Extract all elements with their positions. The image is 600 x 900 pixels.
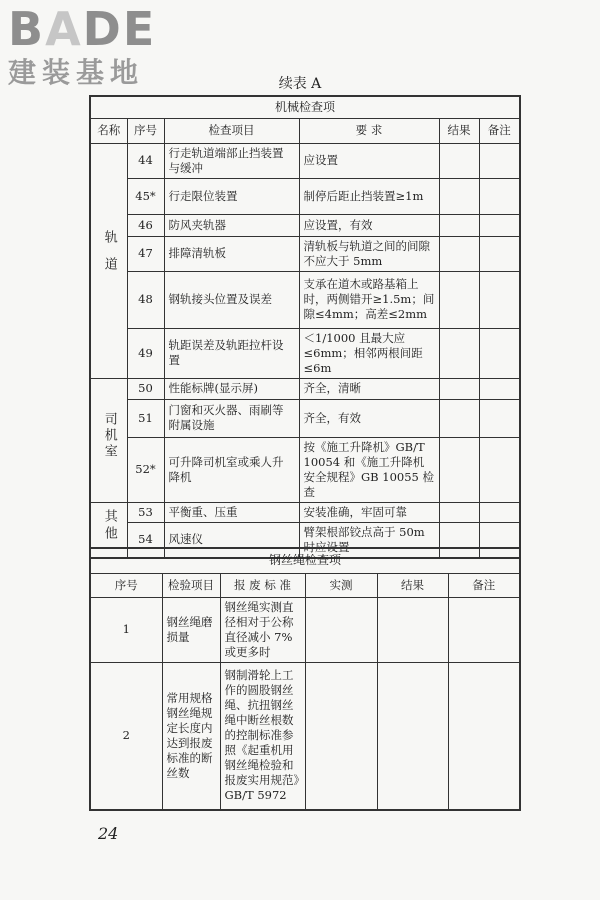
row-no: 50	[127, 378, 164, 399]
wire-rope-inspection-table	[89, 547, 521, 811]
header-no: 序号	[127, 118, 164, 143]
result-cell	[439, 143, 479, 178]
remark-cell	[479, 143, 520, 178]
row-no: 54	[127, 522, 164, 558]
row-standard: 钢制滑轮上工作的圆股钢丝绳、抗扭钢丝绳中断丝根数的控制标准参照《起重机用钢丝绳检验和报废实用规范》GB/T 5972	[220, 662, 305, 810]
logo-subtitle: 建装基地	[8, 56, 145, 89]
remark-cell	[479, 399, 520, 437]
row-item: 钢丝绳磨损量	[162, 597, 220, 662]
row-requirement: 清轨板与轨道之间的间隙不应大于 5mm	[299, 236, 439, 271]
row-item: 性能标牌(显示屏)	[164, 378, 299, 399]
table-row	[90, 597, 520, 662]
result-cell	[439, 437, 479, 502]
row-no: 48	[127, 271, 164, 328]
remark-cell	[479, 328, 520, 378]
logo-wordmark: BADE	[8, 2, 157, 56]
table-row	[90, 399, 520, 437]
table-row	[90, 328, 520, 378]
header-test-item: 检验项目	[162, 573, 220, 597]
header-result: 结果	[439, 118, 479, 143]
row-item: 行走限位装置	[164, 178, 299, 214]
row-no: 47	[127, 236, 164, 271]
table-row	[90, 378, 520, 399]
measured-cell	[305, 597, 377, 662]
table-row	[90, 143, 520, 178]
result-cell	[439, 214, 479, 236]
remark-cell	[479, 378, 520, 399]
remark-cell	[479, 236, 520, 271]
row-item: 门窗和灭火器、雨刷等附属设施	[164, 399, 299, 437]
remark-cell	[479, 271, 520, 328]
row-item: 钢轨接头位置及误差	[164, 271, 299, 328]
header-no: 序号	[90, 573, 162, 597]
result-cell	[439, 271, 479, 328]
table-row	[90, 214, 520, 236]
row-no: 53	[127, 502, 164, 522]
row-requirement: 齐全，有效	[299, 399, 439, 437]
row-item: 排障清轨板	[164, 236, 299, 271]
measured-cell	[305, 662, 377, 810]
row-item: 可升降司机室或乘人升降机	[164, 437, 299, 502]
row-item: 轨距误差及轨距拉杆设置	[164, 328, 299, 378]
header-remark: 备注	[448, 573, 520, 597]
row-requirement: 臂架根部铰点高于 50m 时应设置	[299, 522, 439, 558]
row-item: 常用规格钢丝绳规定长度内达到报废标准的断丝数	[162, 662, 220, 810]
result-cell	[439, 378, 479, 399]
table-row	[90, 662, 520, 810]
row-standard: 钢丝绳实测直径相对于公称直径减小 7%或更多时	[220, 597, 305, 662]
row-requirement: 应设置	[299, 143, 439, 178]
mechanical-inspection-table	[89, 95, 521, 559]
remark-cell	[479, 214, 520, 236]
row-item: 平衡重、压重	[164, 502, 299, 522]
row-no: 49	[127, 328, 164, 378]
remark-cell	[448, 662, 520, 810]
header-name: 名称	[90, 118, 127, 143]
row-no: 2	[90, 662, 162, 810]
remark-cell	[479, 502, 520, 522]
header-item: 检查项目	[164, 118, 299, 143]
row-no: 1	[90, 597, 162, 662]
result-cell	[439, 502, 479, 522]
row-requirement: 安装准确，牢固可靠	[299, 502, 439, 522]
result-cell	[439, 399, 479, 437]
row-requirement: 按《施工升降机》GB/T 10054 和《施工升降机安全规程》GB 10055 检查	[299, 437, 439, 502]
row-requirement: 支承在道木或路基箱上时，两侧错开≥1.5m；间隙≤4mm；高差≤2mm	[299, 271, 439, 328]
row-no: 51	[127, 399, 164, 437]
remark-cell	[479, 178, 520, 214]
row-requirement: 制停后距止挡装置≥1m	[299, 178, 439, 214]
remark-cell	[448, 597, 520, 662]
table-row	[90, 271, 520, 328]
table-caption: 续表 A	[278, 76, 322, 92]
header-measured: 实测	[305, 573, 377, 597]
table-row	[90, 502, 520, 522]
row-requirement: 应设置，有效	[299, 214, 439, 236]
row-item: 防风夹轨器	[164, 214, 299, 236]
table-row	[90, 178, 520, 214]
header-result: 结果	[377, 573, 448, 597]
row-requirement: ＜1/1000 且最大应≤6mm；相邻两根间距≤6m	[299, 328, 439, 378]
table-row	[90, 437, 520, 502]
page-number: 24	[98, 824, 119, 843]
result-cell	[439, 328, 479, 378]
row-item: 行走轨道端部止挡装置与缓冲	[164, 143, 299, 178]
row-item: 风速仪	[164, 522, 299, 558]
table-row	[90, 236, 520, 271]
result-cell	[377, 662, 448, 810]
row-no: 44	[127, 143, 164, 178]
result-cell	[439, 236, 479, 271]
remark-cell	[479, 437, 520, 502]
result-cell	[377, 597, 448, 662]
group-other: 其他	[90, 502, 127, 558]
group-cab: 司机室	[90, 378, 127, 502]
header-scrap-standard: 报 废 标 准	[220, 573, 305, 597]
group-track: 轨道	[90, 143, 127, 378]
row-no: 45*	[127, 178, 164, 214]
row-no: 46	[127, 214, 164, 236]
result-cell	[439, 178, 479, 214]
header-remark: 备注	[479, 118, 520, 143]
rope-section-title: 钢丝绳检查项	[90, 548, 520, 573]
row-no: 52*	[127, 437, 164, 502]
row-requirement: 齐全，清晰	[299, 378, 439, 399]
header-requirement: 要 求	[299, 118, 439, 143]
mech-section-title: 机械检查项	[90, 96, 520, 118]
